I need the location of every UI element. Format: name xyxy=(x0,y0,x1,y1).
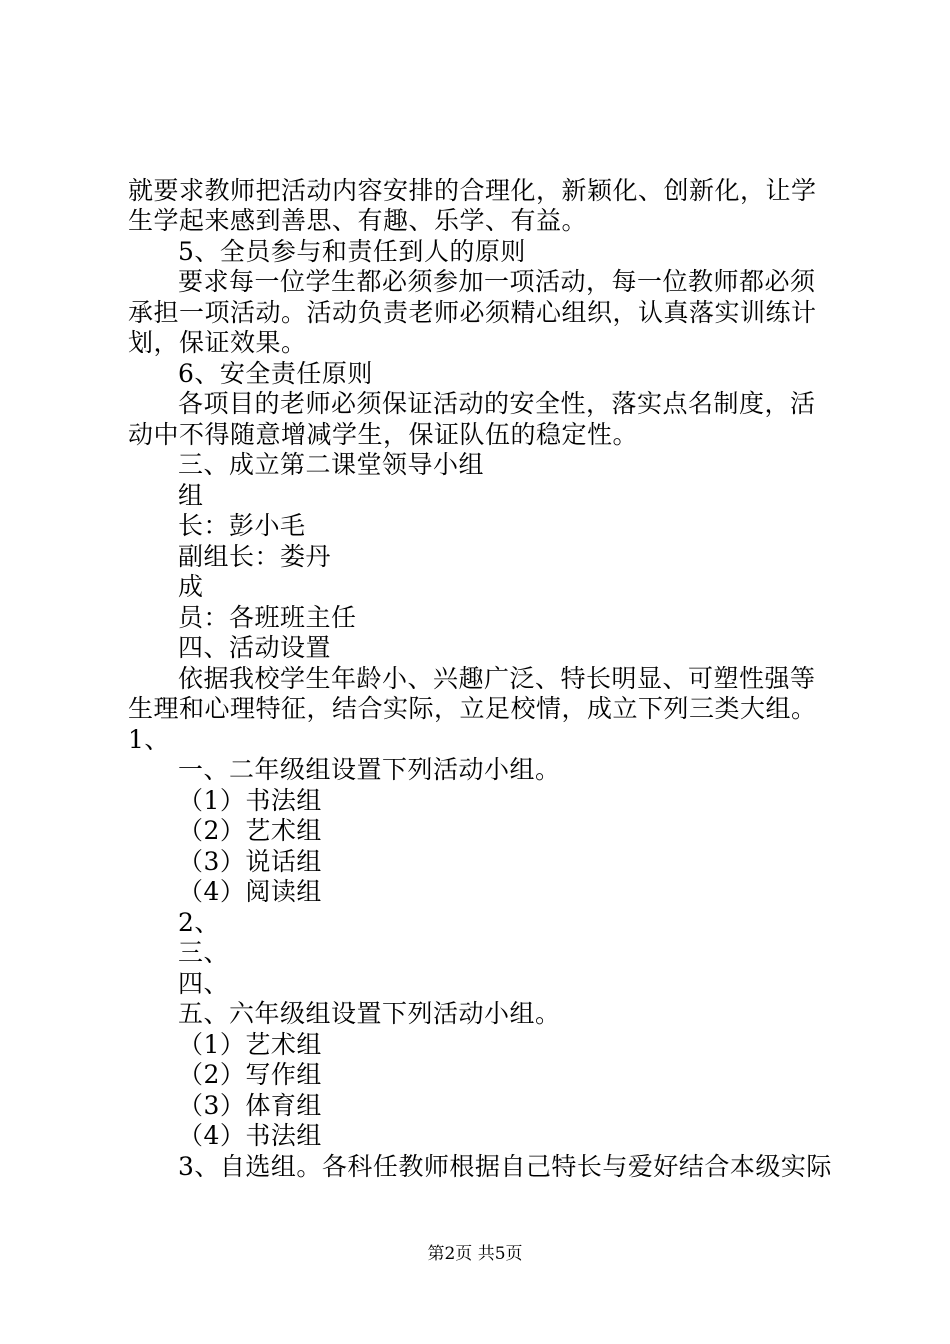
list-line: （1）书法组 xyxy=(178,786,322,815)
list-line: 副组长：娄丹 xyxy=(178,542,332,571)
list-line: （4）书法组 xyxy=(178,1121,322,1150)
paragraph-line: 各项目的老师必须保证活动的安全性，落实点名制度，活 xyxy=(178,389,816,418)
paragraph-line: 划，保证效果。 xyxy=(128,328,307,357)
list-line: 一、二年级组设置下列活动小组。 xyxy=(178,755,561,784)
list-line: 1、 xyxy=(128,725,170,754)
list-line: （3）说话组 xyxy=(178,847,322,876)
list-line: 五、六年级组设置下列活动小组。 xyxy=(178,999,561,1028)
paragraph-line: 承担一项活动。活动负责老师必须精心组织，认真落实训练计 xyxy=(128,298,817,327)
list-line: 成 xyxy=(178,572,204,601)
list-line: （2）写作组 xyxy=(178,1060,322,1089)
section-heading: 6、安全责任原则 xyxy=(178,359,373,388)
section-heading: 5、全员参与和责任到人的原则 xyxy=(178,237,526,266)
paragraph-line: 要求每一位学生都必须参加一项活动，每一位教师都必须 xyxy=(178,267,816,296)
list-line: 员：各班班主任 xyxy=(178,603,357,632)
list-line: 三、 xyxy=(178,938,230,967)
paragraph-line: 就要求教师把活动内容安排的合理化，新颖化、创新化，让学 xyxy=(128,176,817,205)
list-line: 长：彭小毛 xyxy=(178,511,306,540)
paragraph-line: 动中不得随意增减学生，保证队伍的稳定性。 xyxy=(128,420,639,449)
list-line: （2）艺术组 xyxy=(178,816,322,845)
page-footer: 第2页 共5页 xyxy=(427,1244,523,1264)
paragraph-line: 依据我校学生年龄小、兴趣广泛、特长明显、可塑性强等 xyxy=(178,664,816,693)
paragraph-line: 3、自选组。各科任教师根据自己特长与爱好结合本级实际 xyxy=(178,1152,832,1181)
section-heading: 三、成立第二课堂领导小组 xyxy=(178,450,485,479)
list-line: 2、 xyxy=(178,908,220,937)
paragraph-line: 生学起来感到善思、有趣、乐学、有益。 xyxy=(128,206,588,235)
paragraph-line: 生理和心理特征，结合实际，立足校情，成立下列三类大组。 xyxy=(128,694,817,723)
list-line: 组 xyxy=(178,481,204,510)
list-line: （3）体育组 xyxy=(178,1091,322,1120)
list-line: 四、 xyxy=(178,969,230,998)
list-line: （4）阅读组 xyxy=(178,877,322,906)
section-heading: 四、活动设置 xyxy=(178,633,332,662)
list-line: （1）艺术组 xyxy=(178,1030,322,1059)
